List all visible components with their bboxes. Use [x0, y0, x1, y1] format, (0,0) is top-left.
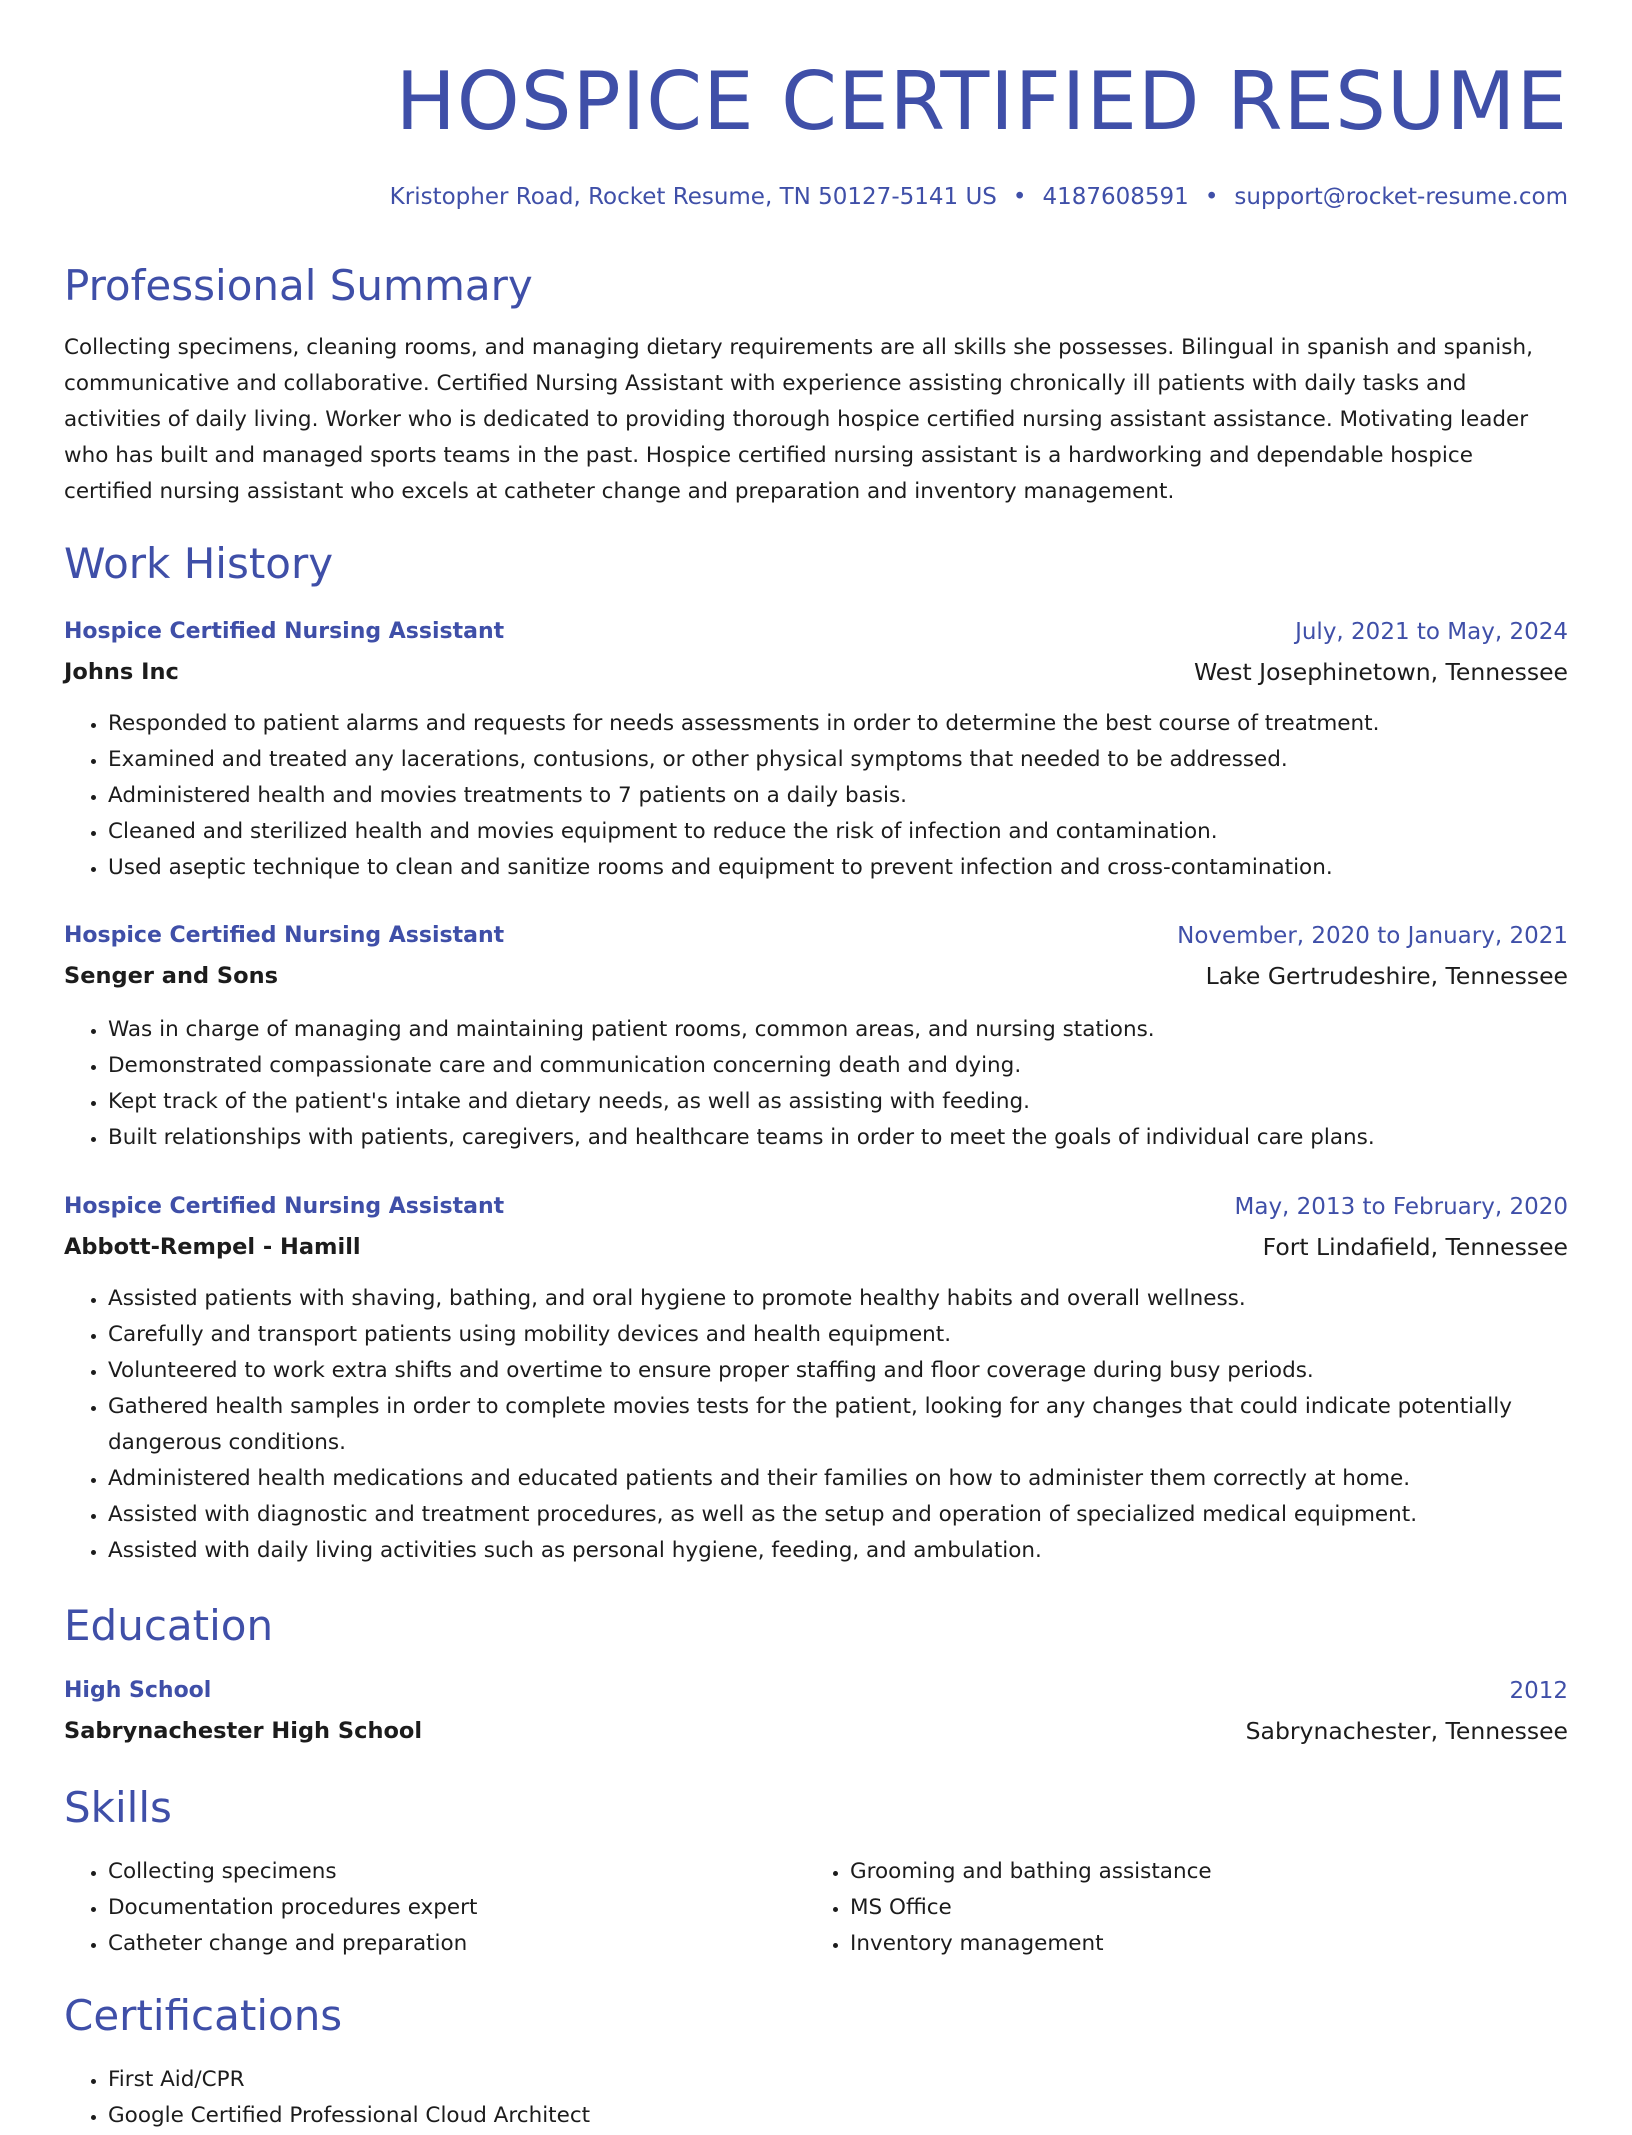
- job-location: West Josephinetown, Tennessee: [1193, 658, 1568, 686]
- certifications-bullets: [64, 2062, 1568, 2134]
- list-item: • Google Certified Professional Cloud Architect: [108, 2098, 1568, 2134]
- education-header: [64, 1673, 1568, 1713]
- list-item: • Documentation procedures expert: [108, 1890, 808, 1926]
- list-item: • Assisted with diagnostic and treatment procedures, as well as the setup and operation of specialized medical equipment.: [108, 1497, 1568, 1533]
- list-item: • Carefully and transport patients using mobility devices and health equipment.: [108, 1317, 1568, 1353]
- job-location: Lake Gertrudeshire, Tennessee: [1205, 962, 1568, 990]
- list-item: • Kept track of the patient's intake and dietary needs, as well as assisting with feeding.: [108, 1084, 1568, 1120]
- contact-address: Kristopher Road, Rocket Resume, TN 50127-5141 US: [389, 184, 997, 210]
- list-item: • Inventory management: [850, 1926, 1550, 1962]
- resume-title: HOSPICE CERTIFIED RESUME: [395, 55, 1568, 148]
- job-bullets: [64, 1281, 1568, 1569]
- summary-text: Collecting specimens, cleaning rooms, and managing dietary requirements are all skills she possesses. Bilingual in spanish and spanish, communicative and collaborative. Certified Nursing Assistant with experience assisting chronically ill patients with daily tasks and activities of daily living. Worker who is dedicated to providing thorough hospice certified nursing assistant assistance. Motivating leader who has built and managed sports teams in the past. Hospice certified nursing assistant is a hardworking and dependable hospice certified nursing assistant who excels at catheter change and preparation and inventory management.: [64, 335, 1533, 504]
- education-school-row: [64, 1713, 1568, 1753]
- skills-column-1: [64, 1854, 808, 1962]
- list-item: • Responded to patient alarms and requests for needs assessments in order to determine the best course of treatment.: [108, 706, 1568, 742]
- list-item: • Demonstrated compassionate care and communication concerning death and dying.: [108, 1048, 1568, 1084]
- job-company: Abbott-Rempel - Hamill: [64, 1234, 361, 1260]
- list-item: • MS Office: [850, 1890, 1550, 1926]
- job-entry: [64, 614, 1568, 886]
- job-header: [64, 614, 1568, 654]
- list-item: • Collecting specimens: [108, 1854, 808, 1890]
- job-bullets: [64, 1012, 1568, 1156]
- education-degree: High School: [64, 1678, 212, 1703]
- list-item: • Was in charge of managing and maintaining patient rooms, common areas, and nursing stations.: [108, 1012, 1568, 1048]
- list-item: • Administered health medications and educated patients and their families on how to administer them correctly at home.: [108, 1461, 1568, 1497]
- list-item: • Gathered health samples in order to complete movies tests for the patient, looking for any changes that could indicate potentially dangerous conditions.: [108, 1389, 1568, 1461]
- list-item: • Used aseptic technique to clean and sanitize rooms and equipment to prevent infection and cross-contamination.: [108, 850, 1568, 886]
- contact-email[interactable]: support@rocket-resume.com: [1234, 184, 1568, 210]
- list-item: • First Aid/CPR: [108, 2062, 1568, 2098]
- contact-separator: •: [1012, 184, 1027, 210]
- job-company-row: [64, 654, 1568, 694]
- skills-heading: Skills: [64, 1783, 172, 1832]
- certifications-heading: Certifications: [64, 1991, 343, 2040]
- education-entry: [64, 1673, 1568, 1753]
- job-location: Fort Lindafield, Tennessee: [1262, 1233, 1568, 1261]
- contact-separator: •: [1204, 184, 1219, 210]
- contact-phone: 4187608591: [1042, 184, 1189, 210]
- summary-heading: Professional Summary: [64, 261, 533, 310]
- education-heading: Education: [64, 1601, 274, 1650]
- education-school: Sabrynachester High School: [64, 1718, 423, 1744]
- list-item: • Built relationships with patients, caregivers, and healthcare teams in order to meet the goals of individual care plans.: [108, 1120, 1568, 1156]
- education-location: Sabrynachester, Tennessee: [1245, 1717, 1568, 1745]
- job-header: [64, 1189, 1568, 1229]
- job-company-row: [64, 958, 1568, 998]
- contact-line: [390, 180, 1568, 214]
- list-item: • Cleaned and sterilized health and movies equipment to reduce the risk of infection and contamination.: [108, 814, 1568, 850]
- job-dates: November, 2020 to January, 2021: [1177, 923, 1568, 949]
- list-item: • Catheter change and preparation: [108, 1926, 808, 1962]
- job-header: [64, 918, 1568, 958]
- education-year: 2012: [1509, 1678, 1568, 1704]
- job-company: Johns Inc: [64, 659, 179, 685]
- list-item: • Assisted with daily living activities such as personal hygiene, feeding, and ambulation.: [108, 1533, 1568, 1569]
- job-dates: July, 2021 to May, 2024: [1295, 619, 1568, 645]
- job-title: Hospice Certified Nursing Assistant: [64, 923, 505, 948]
- list-item: • Grooming and bathing assistance: [850, 1854, 1550, 1890]
- skills-column-2: [806, 1854, 1550, 1962]
- job-entry: [64, 1189, 1568, 1569]
- job-company-row: [64, 1229, 1568, 1269]
- list-item: • Examined and treated any lacerations, contusions, or other physical symptoms that needed to be addressed.: [108, 742, 1568, 778]
- job-company: Senger and Sons: [64, 963, 278, 989]
- job-dates: May, 2013 to February, 2020: [1234, 1194, 1568, 1220]
- work-history-heading: Work History: [64, 539, 334, 588]
- list-item: • Assisted patients with shaving, bathing, and oral hygiene to promote healthy habits and overall wellness.: [108, 1281, 1568, 1317]
- job-title: Hospice Certified Nursing Assistant: [64, 619, 505, 644]
- list-item: • Administered health and movies treatments to 7 patients on a daily basis.: [108, 778, 1568, 814]
- job-entry: [64, 918, 1568, 1156]
- certifications-list: [64, 2062, 1568, 2134]
- job-bullets: [64, 706, 1568, 886]
- job-title: Hospice Certified Nursing Assistant: [64, 1194, 505, 1219]
- list-item: • Volunteered to work extra shifts and overtime to ensure proper staffing and floor coverage during busy periods.: [108, 1353, 1568, 1389]
